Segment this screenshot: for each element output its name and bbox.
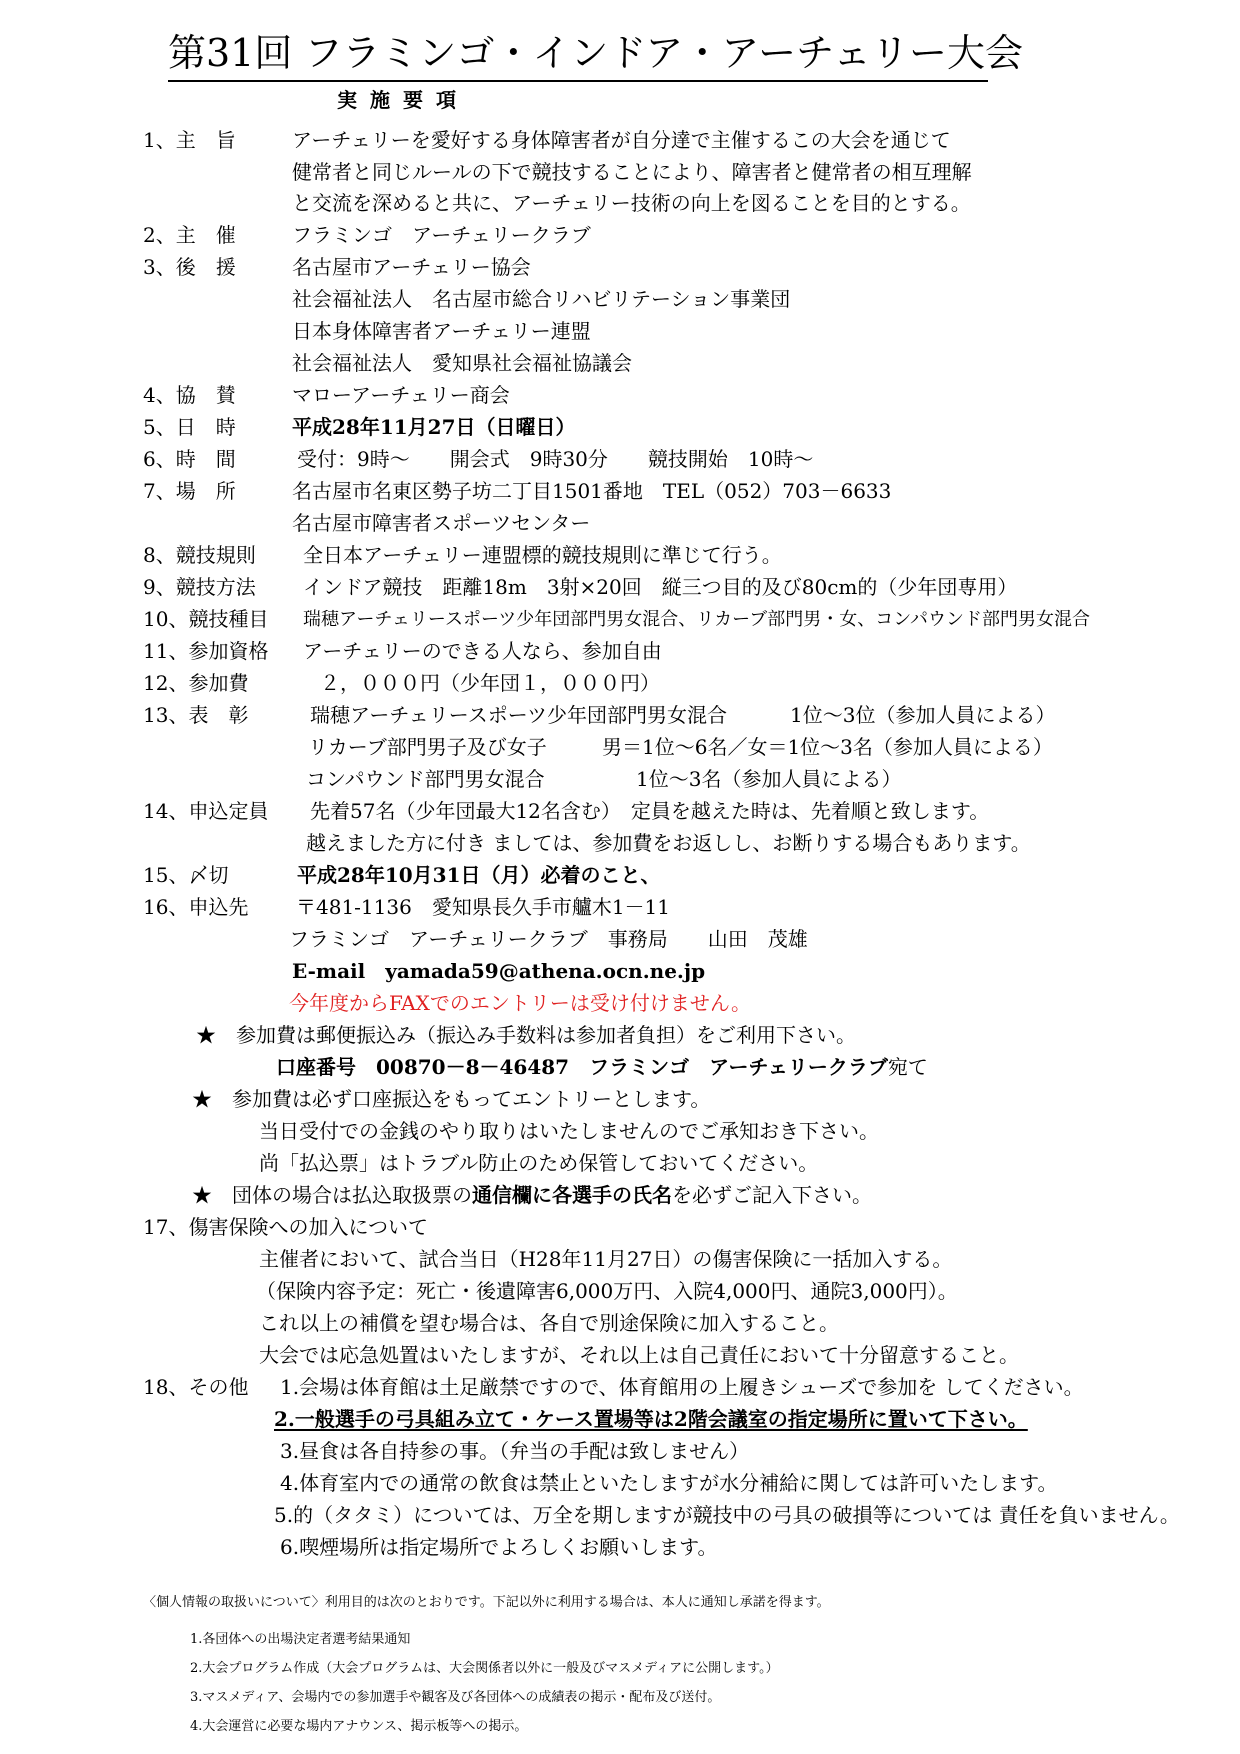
account-number-line <box>276 1054 928 1080</box>
purpose-line: 健常者と同じルールの下で競技することにより、障害者と健常者の相互理解 <box>292 160 972 184</box>
note-line: 当日受付での金銭のやり取りはいたしませんのでご承知おき下さい。 <box>259 1119 879 1143</box>
note-text: を必ずご記入下さい。 <box>672 1183 872 1207</box>
account-suffix: 宛て <box>887 1055 928 1079</box>
eligibility-line: アーチェリーのできる人なら、参加自由 <box>303 639 662 663</box>
award-category: 瑞穂アーチェリースポーツ少年団部門男女混合 <box>310 703 727 727</box>
item-label-rules: 8、競技規則 <box>143 543 256 567</box>
item-label-insurance: 17、傷害保険への加入について <box>143 1215 429 1239</box>
item-label-capacity: 14、申込定員 <box>143 799 269 823</box>
privacy-intro: 〈個人情報の取扱いについて〉利用目的は次のとおりです。下記以外に利用する場合は、本人に通知し承諾を得ます。 <box>143 1595 830 1610</box>
award-category: リカーブ部門男子及び女子 <box>308 735 547 759</box>
item-label-other: 18、その他 <box>143 1375 249 1399</box>
rules-line: 全日本アーチェリー連盟標的競技規則に準じて行う。 <box>303 543 782 567</box>
award-rank: 男＝1位～6名／女＝1位～3名（参加人員による） <box>602 735 1053 759</box>
capacity-line: 越えました方に付き ましては、参加費をお返しし、お断りする場合もあります。 <box>306 831 1031 855</box>
events-line: 瑞穂アーチェリースポーツ少年団部門男女混合、リカーブ部門男・女、コンパウンド部門男女混合 <box>303 609 1090 630</box>
other-line-emphasis: 2.一般選手の弓具組み立て・ケース置場等は2階会議室の指定場所に置いて下さい。 <box>274 1407 1028 1431</box>
item-label-awards: 13、表 彰 <box>143 703 249 727</box>
support-line: 社会福祉法人 愛知県社会福祉協議会 <box>292 351 632 375</box>
capacity-line: 先着57名（少年団最大12名含む） 定員を越えた時は、先着順と致します。 <box>310 799 990 823</box>
item-label-organizer: 2、主 催 <box>143 223 236 247</box>
method-line: インドア競技 距離18m 3射×20回 縦三つ目的及び80cm的（少年団専用） <box>303 575 1018 599</box>
item-label-eligibility: 11、参加資格 <box>143 639 269 663</box>
support-line: 社会福祉法人 名古屋市総合リハビリテーション事業団 <box>292 287 791 311</box>
other-line: 5.的（タタミ）については、万全を期しますが競技中の弓具の破損等については 責任を負いません。 <box>274 1503 1180 1527</box>
fax-notice: 今年度からFAXでのエントリーは受け付けません。 <box>289 991 752 1015</box>
award-rank: 1位～3位（参加人員による） <box>790 703 1056 727</box>
other-line: 3.昼食は各自持参の事。（弁当の手配は致しません） <box>280 1439 750 1463</box>
page-subtitle: 実施要項 <box>337 88 469 112</box>
page-title: 第31回 フラミンゴ・インドア・アーチェリー大会 <box>168 28 988 82</box>
privacy-item: 1.各団体への出場決定者選考結果通知 <box>190 1632 411 1647</box>
support-line: 日本身体障害者アーチェリー連盟 <box>292 319 591 343</box>
organizer-line: フラミンゴ アーチェリークラブ <box>292 223 591 247</box>
insurance-line: 主催者において、試合当日（H28年11月27日）の傷害保険に一括加入する。 <box>259 1247 953 1271</box>
note-star-transfer: ★ 参加費は郵便振込み（振込み手数料は参加者負担）をご利用下さい。 <box>196 1023 856 1047</box>
item-label-application: 16、申込先 <box>143 895 249 919</box>
note-line: 尚「払込票」はトラブル防止のため保管しておいてください。 <box>259 1151 819 1175</box>
account-number: 口座番号 00870－8－46487 フラミンゴ アーチェリークラブ <box>276 1055 888 1079</box>
item-label-purpose: 1、主 旨 <box>143 128 236 152</box>
privacy-item: 3.マスメディア、会場内での参加選手や観客及び各団体への成績表の掲示・配布及び送付。 <box>190 1690 721 1705</box>
insurance-line: （保険内容予定：死亡・後遺障害6,000万円、入院4,000円、通院3,000円）。 <box>256 1279 958 1303</box>
application-address: 〒481-1136 愛知県長久手市艫木1－11 <box>296 895 671 919</box>
fee-line: ２，０００円（少年団１，０００円） <box>320 671 660 695</box>
note-star-group <box>192 1182 872 1208</box>
time-line: 受付：9時～ 開会式 9時30分 競技開始 10時～ <box>297 447 814 471</box>
deadline-line: 平成28年10月31日（月）必着のこと、 <box>297 863 661 887</box>
sponsor-line: マローアーチェリー商会 <box>292 383 510 407</box>
item-label-deadline: 15、〆切 <box>143 863 229 887</box>
note-emphasis: 通信欄に各選手の氏名 <box>472 1183 672 1207</box>
other-line: 1.会場は体育館は土足厳禁ですので、体育館用の上履きシューズで参加を してください。 <box>280 1375 1084 1399</box>
award-rank: 1位～3名（参加人員による） <box>636 767 902 791</box>
purpose-line: アーチェリーを愛好する身体障害者が自分達で主催するこの大会を通じて <box>292 128 951 152</box>
award-category: コンパウンド部門男女混合 <box>306 767 545 791</box>
other-line: 6.喫煙場所は指定場所でよろしくお願いします。 <box>280 1535 718 1559</box>
item-label-venue: 7、場 所 <box>143 479 236 503</box>
venue-line: 名古屋市障害者スポーツセンター <box>292 511 591 535</box>
item-label-fee: 12、参加費 <box>143 671 249 695</box>
application-email: E-mail yamada59@athena.ocn.ne.jp <box>292 959 706 983</box>
item-label-sponsor: 4、協 賛 <box>143 383 236 407</box>
support-line: 名古屋市アーチェリー協会 <box>292 255 531 279</box>
item-label-support: 3、後 援 <box>143 255 236 279</box>
item-label-events: 10、競技種目 <box>143 607 269 631</box>
note-text: ★ 団体の場合は払込取扱票の <box>192 1183 472 1207</box>
privacy-item: 2.大会プログラム作成（大会プログラムは、大会関係者以外に一般及びマスメディアに公開します。） <box>190 1661 779 1676</box>
privacy-item: 4.大会運営に必要な場内アナウンス、掲示板等への掲示。 <box>190 1719 528 1734</box>
item-label-date: 5、日 時 <box>143 415 236 439</box>
application-office: フラミンゴ アーチェリークラブ 事務局 山田 茂雄 <box>289 927 808 951</box>
other-line: 4.体育室内での通常の飲食は禁止といたしますが水分補給に関しては許可いたします。 <box>280 1471 1058 1495</box>
insurance-line: 大会では応急処置はいたしますが、それ以上は自己責任において十分留意すること。 <box>259 1343 1019 1367</box>
note-star-entry: ★ 参加費は必ず口座振込をもってエントリーとします。 <box>192 1087 711 1111</box>
item-label-method: 9、競技方法 <box>143 575 256 599</box>
item-label-time: 6、時 間 <box>143 447 236 471</box>
insurance-line: これ以上の補償を望む場合は、各自で別途保険に加入すること。 <box>259 1311 839 1335</box>
purpose-line: と交流を深めると共に、アーチェリー技術の向上を図ることを目的とする。 <box>292 191 971 215</box>
venue-line: 名古屋市名東区勢子坊二丁目1501番地 TEL（052）703－6633 <box>292 479 892 503</box>
date-line: 平成28年11月27日（日曜日） <box>292 415 576 439</box>
